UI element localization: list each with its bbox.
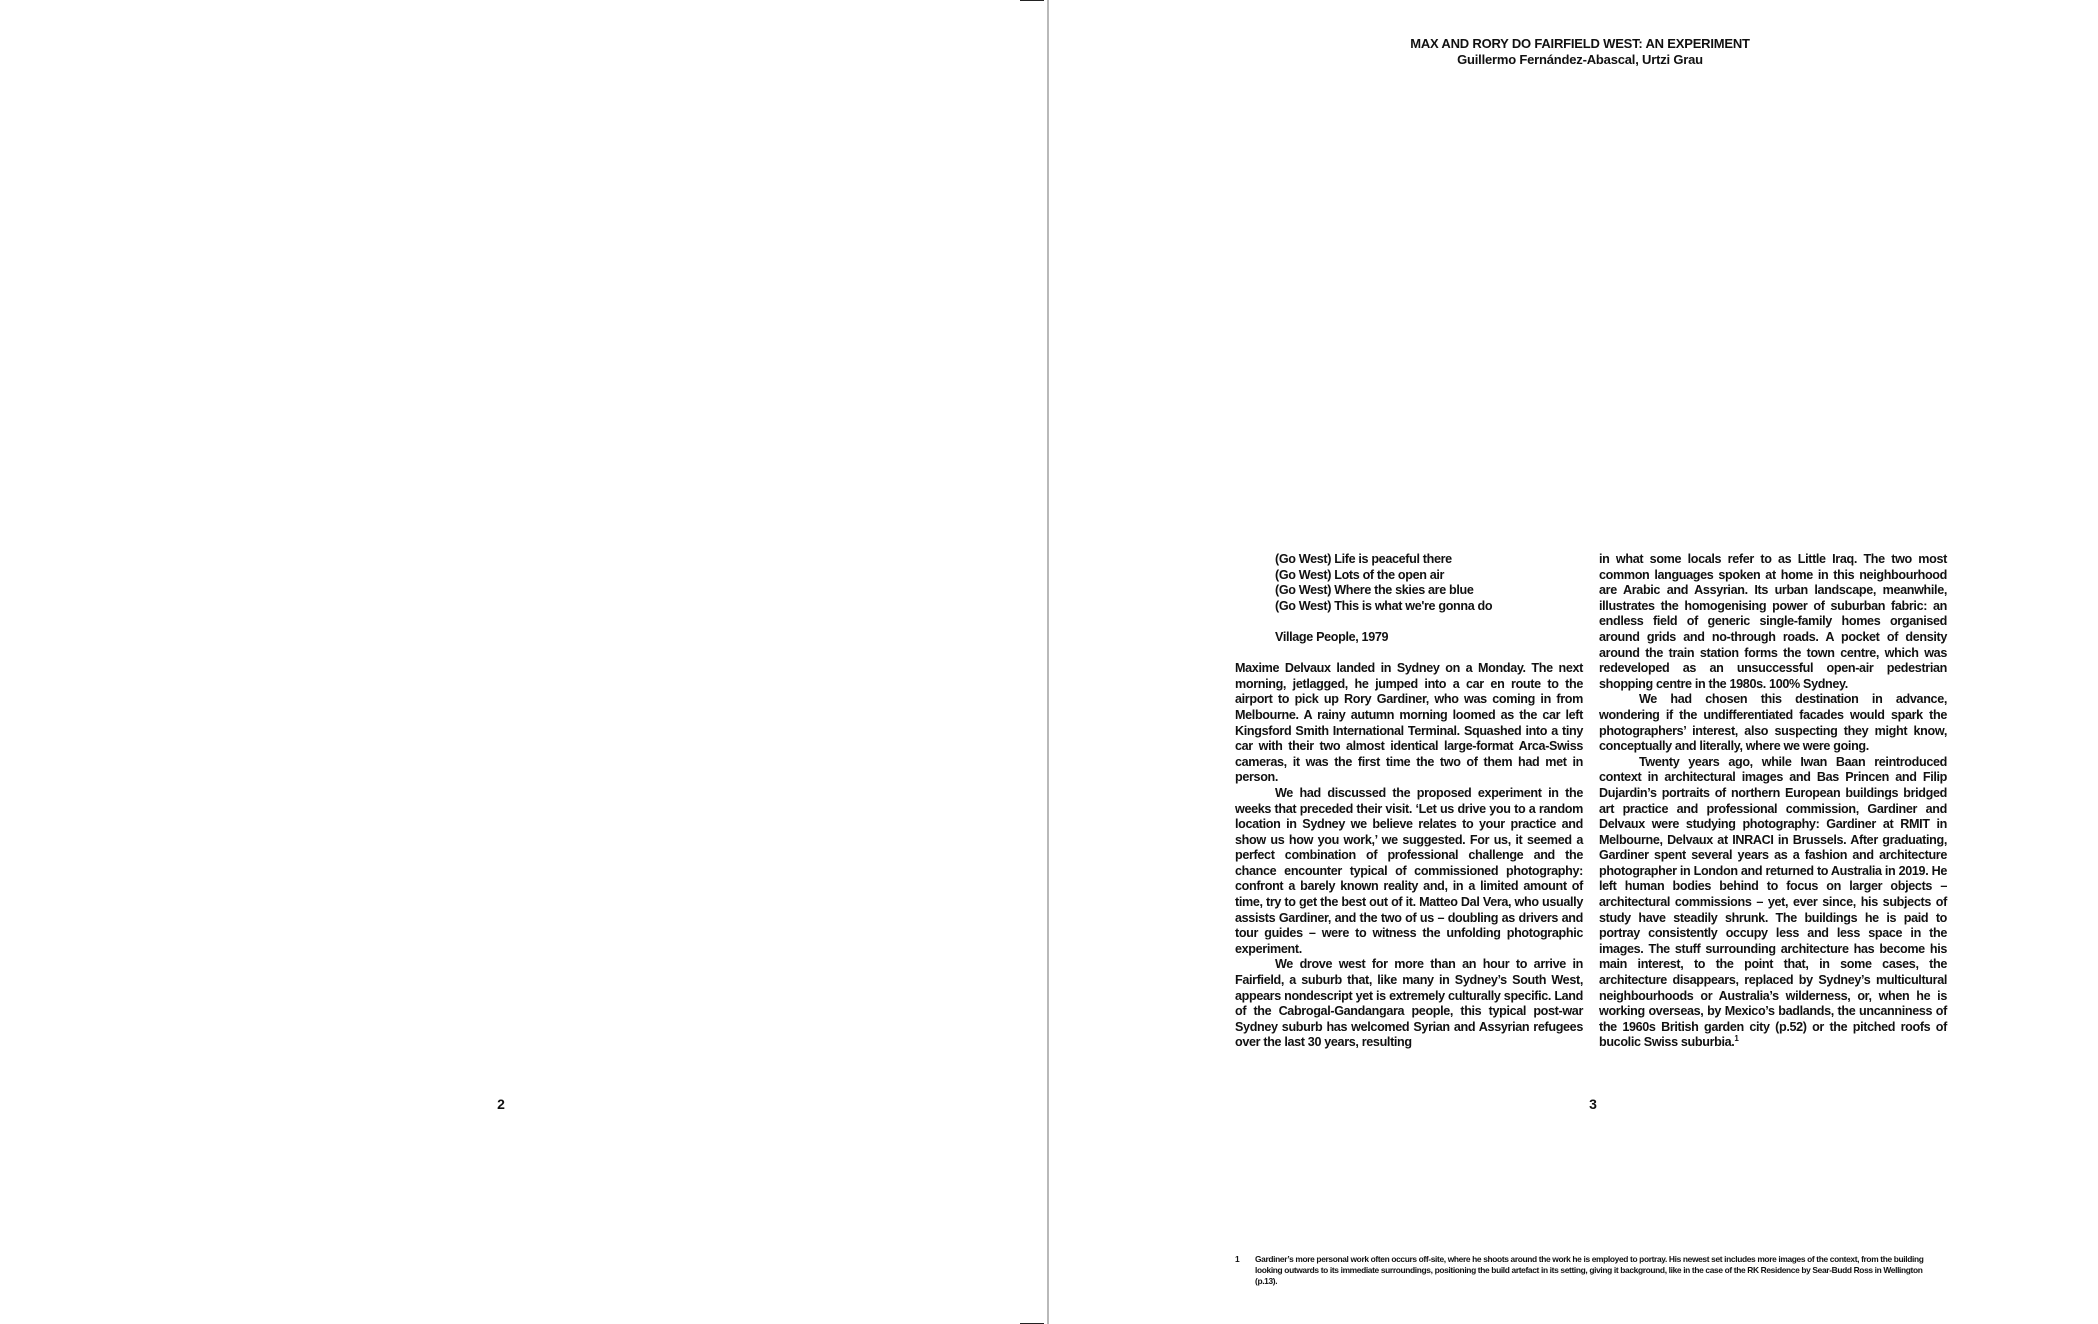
- body-paragraph: [1599, 755, 1947, 1051]
- epigraph-line: (Go West) This is what we're gonna do: [1275, 598, 1493, 613]
- body-column-right: [1599, 552, 1947, 1051]
- body-paragraph: We had chosen this destination in advance, wondering if the undifferentiated facades would spark the photographers’ interest, also suspecting they might know, conceptually and literally, where we were going.: [1599, 692, 1947, 754]
- page-number-left: 2: [497, 1096, 505, 1112]
- spread-gutter: [1047, 0, 1049, 1324]
- epigraph: [1275, 552, 1583, 614]
- body-paragraph: Maxime Delvaux landed in Sydney on a Monday. The next morning, jetlagged, he jumped into a car en route to the airport to pick up Rory Gardiner, who was coming in from Melbourne. A rainy autumn morning loomed as the car left Kingsford Smith International Terminal. Squashed into a tiny car with their two almost identical large-format Arca-Swiss cameras, it was the first time the two of them had met in person.: [1235, 661, 1583, 785]
- article-title: MAX AND RORY DO FAIRFIELD WEST: AN EXPERIMENT: [1410, 36, 1750, 51]
- footnote: [1235, 1254, 1925, 1287]
- article-authors: Guillermo Fernández-Abascal, Urtzi Grau: [1457, 52, 1703, 67]
- left-page: [0, 0, 1047, 1324]
- body-paragraph: We had discussed the proposed experiment in the weeks that preceded their visit. ‘Let us drive you to a random location in Sydney we believe relates to your practice and show us how you work,’ we suggested. For us, it seemed a perfect combination of professional challenge and the chance encounter typical of commissioned photography: confront a barely known reality and, in a limited amount of time, try to get the best out of it. Matteo Dal Vera, who usually assists Gardiner, and the two of us – doubling as drivers and tour guides – were to witness the unfolding photographic experiment.: [1235, 785, 1583, 956]
- body-paragraph-text: Twenty years ago, while Iwan Baan reintroduced context in architectural images and Bas Princen and Filip Dujardin’s portraits of northern European buildings bridged art practice and professional commission, Gardiner and Delvaux were studying photography: Gardiner at RMIT in Melbourne, Delvaux at INRACI in Brussels. After graduating, Gardiner spent several years as a fashion and architecture photographer in London and returned to Australia in 2019. He left human bodies behind to focus on larger objects – architectural commissions – yet, ever since, his subjects of study have steadily shrunk. The buildings he is paid to portray consistently occupy less and less space in the images. The stuff surrounding architecture has become his main interest, to the point that, in some cases, the architecture disappears, replaced by Sydney’s multicultural neighbourhoods or Australia’s wilderness, or, when he is working overseas, by Mexico’s badlands, the uncanniness of the 1960s British garden city (p.52) or the pitched roofs of bucolic Swiss suburbia.: [1599, 754, 1947, 1050]
- epigraph-line: (Go West) Where the skies are blue: [1275, 583, 1474, 598]
- footnote-text: Gardiner’s more personal work often occurs off-site, where he shoots around the work he is employed to portray. His newest set includes more images of the context, from the building looking outwards to its immediate surroundings, positioning the build artefact in its setting, giving it background, like in the case of the RK Residence by Sear-Budd Ross in Wellington (p.13).: [1255, 1254, 1924, 1286]
- page-number-right: 3: [1589, 1096, 1597, 1112]
- epigraph-credit: Village People, 1979: [1275, 629, 1389, 644]
- crop-mark-top-left: [1020, 0, 1044, 1]
- body-paragraph: We drove west for more than an hour to arrive in Fairfield, a suburb that, like many in Sydney’s South West, appears nondescript yet is extremely culturally specific. Land of the Cabrogal-Gandangara people, this typical post-war Sydney suburb has welcomed Syrian and Assyrian refugees over the last 30 years, resulting: [1235, 957, 1583, 1050]
- article-header: [1280, 36, 1880, 68]
- epigraph-line: (Go West) Lots of the open air: [1275, 567, 1445, 582]
- footnote-reference[interactable]: 1: [1734, 1034, 1739, 1044]
- body-column-left: [1235, 552, 1583, 1051]
- footnote-number: 1: [1235, 1254, 1240, 1264]
- epigraph-line: (Go West) Life is peaceful there: [1275, 552, 1452, 566]
- body-paragraph: in what some locals refer to as Little Iraq. The two most common languages spoken at home in this neighbourhood are Arabic and Assyrian. Its urban landscape, meanwhile, illustrates the homogenising power of suburban fabric: an endless field of generic single-family homes organised around grids and no-through roads. A pocket of density around the train station forms the town centre, which was redeveloped as an unsuccessful open-air pedestrian shopping centre in the 1980s. 100% Sydney.: [1599, 552, 1947, 691]
